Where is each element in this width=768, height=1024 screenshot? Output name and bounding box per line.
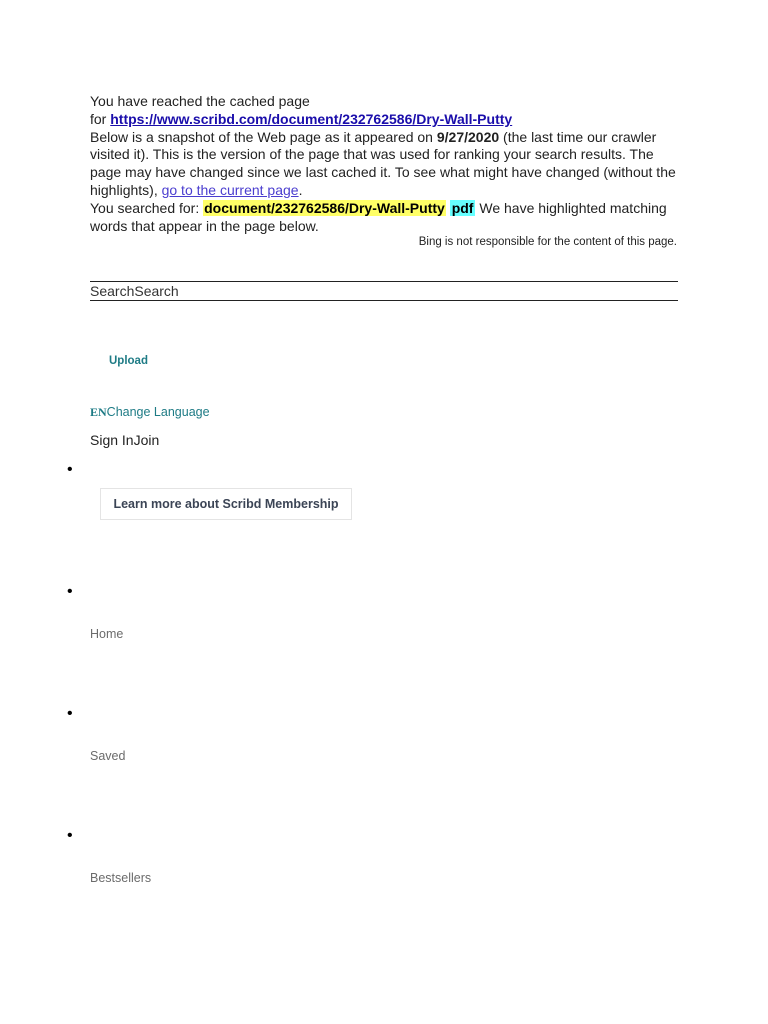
highlight-note-text: We have highlighted matching words that appear in the page below. (90, 199, 667, 234)
change-language-button[interactable] (90, 405, 210, 420)
nav-bestsellers-link[interactable]: Bestsellers (90, 871, 152, 885)
list-bullet: • (67, 705, 73, 722)
list-bullet: • (67, 461, 73, 478)
current-page-link[interactable]: go to the current page (161, 181, 299, 198)
language-code: EN (90, 405, 107, 419)
period-text: . (298, 181, 303, 198)
search-bar[interactable]: SearchSearch (90, 281, 678, 301)
sign-in-join-link[interactable]: Sign InJoin (90, 432, 160, 448)
cache-notice (90, 93, 680, 235)
nav-saved-link[interactable]: Saved (90, 749, 126, 763)
searched-label: You searched for: (90, 199, 204, 216)
highlighted-term-2: pdf (451, 199, 474, 216)
highlighted-term-1: document/232762586/Dry-Wall-Putty (204, 199, 445, 216)
learn-membership-button[interactable]: Learn more about Scribd Membership (100, 488, 352, 520)
snapshot-date: 9/27/2020 (436, 128, 500, 145)
upload-button[interactable]: Upload (109, 355, 148, 367)
snapshot-prefix-text: Below is a snapshot of the Web page as it appeared on (90, 128, 437, 145)
list-bullet: • (67, 827, 73, 844)
bing-disclaimer: Bing is not responsible for the content of this page. (418, 236, 677, 248)
cache-for-label: for (90, 110, 111, 127)
list-bullet: • (67, 583, 73, 600)
cache-intro-text: You have reached the cached page (90, 93, 310, 109)
snapshot-suffix-text: (the last time our crawler visited it). This is the version of the page that was used for ranking your search results. The page may have changed since we last cached it. To see what might have changed (without the highlights), (90, 128, 676, 198)
nav-home-link[interactable]: Home (90, 627, 124, 641)
cached-url-link[interactable]: https://www.scribd.com/document/232762586/Dry-Wall-Putty (110, 110, 513, 127)
change-language-label: Change Language (106, 405, 210, 419)
